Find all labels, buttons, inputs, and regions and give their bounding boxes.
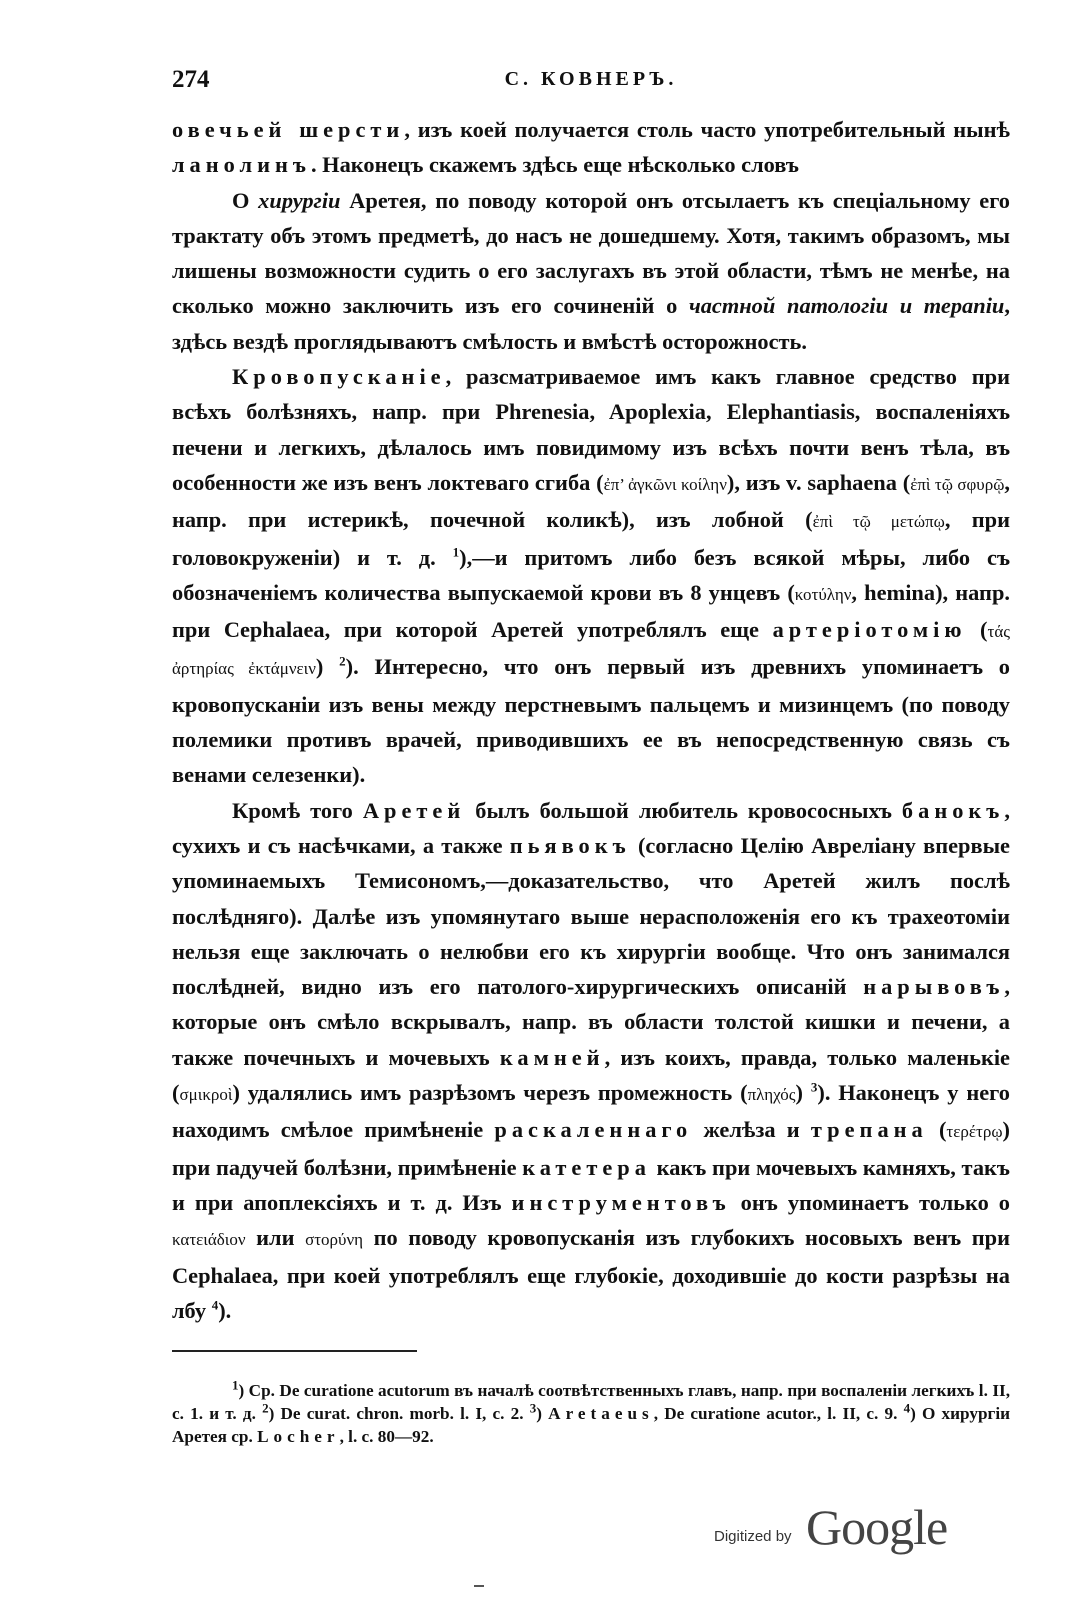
google-logo: Google — [806, 1499, 948, 1555]
spaced-emphasis: артеріотомію — [772, 617, 967, 643]
footnotes — [172, 1377, 1010, 1448]
footnote-ref: 4 — [211, 1297, 219, 1313]
text-run: ( — [927, 1117, 947, 1143]
greek-term: κοτύλην — [794, 584, 852, 604]
greek-term: τάς ἀρτηρίας ἐκτάμνειν — [172, 622, 1010, 679]
footnote-rule — [172, 1350, 417, 1352]
greek-term: ἐπ’ ἀγκῶνι κοίλην — [603, 474, 727, 494]
paragraph-1 — [172, 112, 1010, 183]
spaced-emphasis: банокъ — [901, 797, 1005, 823]
text-run: (согласно Целію Авреліану впервые упоминаемыхъ Темисономъ,—доказательство, что Аретей жилъ послѣ послѣдняго). Далѣе изъ упомянутаго выше нерасположенія его къ трахеотоміи нельзя еще заключать о нелюбви его къ хирургіи вообще. Что онъ занимался послѣдней, видно изъ его патолого-хирургическихъ описаній — [172, 832, 1010, 1000]
greek-term: σμικροὶ — [179, 1085, 233, 1105]
text-run: ). Интересно, что онъ первый изъ древнихъ упоминаетъ о кровопусканіи изъ вены между перстневымъ пальцемъ и мизинцемъ (по поводу полемики противъ врачей, приводившихъ ее въ непосредственную связь съ венами селезенки). — [172, 654, 1010, 788]
text-run: ) Ср. De curatione acutorum въ началѣ соотвѣтственныхъ главъ, напр. при воспаленіи легкихъ l. II, c. 1. и т. д. — [172, 1381, 1010, 1423]
footnote-ref: 2 — [262, 1400, 269, 1416]
spaced-emphasis: Aretaeus — [548, 1403, 654, 1423]
greek-term: στορύνη — [305, 1230, 364, 1250]
paragraph-4 — [172, 793, 1010, 1328]
text-run: . Наконецъ скажемъ здѣсь еще нѣсколько словъ — [310, 152, 799, 178]
text-run: , сухихъ и съ насѣчками, а также — [172, 797, 1010, 858]
greek-term: κατειάδιον — [172, 1230, 246, 1250]
spaced-emphasis: Аретей — [362, 797, 466, 823]
footnote-ref: 3 — [810, 1079, 818, 1095]
text-run: , разсматриваемое имъ какъ главное средство при всѣхъ болѣзняхъ, напр. при Phrenesia, Apoplexia, Elephantiasis, воспаленіяхъ печени и легкихъ, дѣлалось имъ повидимому изъ всѣхъ почти венъ тѣла, въ особенности же изъ венъ локтеваго сгиба ( — [172, 364, 1010, 495]
text-run: , здѣсь вездѣ проглядываютъ смѣлость и вмѣстѣ осторожность. — [172, 293, 1010, 354]
spaced-emphasis: инструментовъ — [511, 1189, 731, 1215]
running-head: С. КОВНЕРЪ. — [504, 68, 678, 90]
spaced-emphasis: ланолинъ — [172, 152, 311, 178]
text-run: , при головокруженіи) и т. д. — [172, 507, 1010, 570]
footnote-ref: 3 — [529, 1400, 537, 1416]
text-run: , изъ коей получается столь часто употребительный нынѣ — [404, 117, 1010, 142]
text-run: ) О хирургіи Аретея ср. — [172, 1403, 1010, 1446]
spaced-emphasis: пьявокъ — [509, 832, 631, 858]
text-run: ), изъ v. saphaena ( — [726, 469, 911, 495]
text-run: ) при падучей болѣзни, примѣненіе — [172, 1117, 1010, 1180]
paragraph-3 — [172, 359, 1010, 793]
text-run: онъ упоминаетъ только о — [730, 1189, 1010, 1215]
text-run: Кромѣ того — [232, 797, 363, 823]
text-run: ) — [536, 1403, 549, 1423]
paragraph-2 — [172, 183, 1010, 359]
text-run: ),—и притомъ либо безъ всякой мѣры, либо съ обозначеніемъ количества выпускаемой крови въ 8 унцевъ ( — [172, 544, 1011, 605]
text-run: ). Наконецъ у него находимъ смѣлое примѣненіе — [172, 1080, 1010, 1143]
spaced-emphasis: раскаленнаго — [494, 1117, 693, 1143]
text-run: ) De curat. chron. morb. l. I, c. 2. — [268, 1403, 530, 1423]
italic-term: хирургіи — [258, 187, 341, 213]
text-run: О — [232, 187, 259, 213]
scan-mark — [474, 1585, 484, 1587]
watermark-prefix: Digitized by — [714, 1528, 792, 1545]
text-run: по поводу кровопусканія изъ глубокихъ носовыхъ венъ при Cephalaea, при коей употреблялъ еще глубокіе, доходившіе до кости разрѣзы на лбу — [172, 1225, 1010, 1323]
greek-term: πληχός — [747, 1085, 796, 1105]
spaced-emphasis: катетера — [522, 1154, 651, 1180]
text-run: ) — [795, 1080, 811, 1106]
text-run: ) — [315, 654, 340, 680]
greek-term: ἐπὶ τῷ σφυρῷ — [910, 474, 1005, 494]
spaced-emphasis: Кровопусканіе — [232, 364, 446, 390]
text-run: ). — [218, 1297, 232, 1323]
footnote-ref: 1 — [452, 544, 460, 560]
page-number: 274 — [172, 66, 210, 93]
text-run: , l. c. 80—92. — [339, 1426, 434, 1446]
footnote-ref: 2 — [339, 653, 346, 669]
spaced-emphasis: трепана — [810, 1117, 928, 1143]
footnote-ref: 1 — [232, 1377, 239, 1393]
text-run: желѣза и — [692, 1117, 811, 1143]
spaced-emphasis: нарывовъ — [863, 974, 1005, 1000]
text-run: , напр. при истерикѣ, почечной коликѣ), изъ лобной ( — [172, 469, 1011, 533]
text-run: Аретея, по поводу которой онъ отсылаетъ къ спеціальному его трактату объ этомъ предметѣ, до насъ не дошедшему. Хотя, такимъ образомъ, мы лишены возможности судить о его заслугахъ въ этой области, тѣмъ не менѣе, на сколько можно заключить изъ его сочиненій о — [172, 187, 1011, 319]
footnote-ref: 4 — [903, 1400, 911, 1416]
spaced-emphasis: овечьей шерсти — [172, 117, 405, 142]
text-run: ( — [966, 617, 988, 643]
main-text — [172, 112, 1010, 1328]
text-run: или — [245, 1225, 306, 1251]
spaced-emphasis: камней — [499, 1044, 605, 1070]
text-run: былъ большой любитель кровососныхъ — [465, 797, 902, 823]
page-header — [172, 66, 1010, 106]
text-run: , изъ коихъ, правда, только маленькіе ( — [172, 1044, 1011, 1106]
greek-term: τερέτρῳ — [946, 1122, 1003, 1142]
spaced-emphasis: Locher — [257, 1426, 340, 1446]
greek-term: ἐπὶ τῷ μετώπῳ — [812, 512, 945, 532]
italic-term: частной патологіи и терапіи — [688, 293, 1005, 319]
text-run: , которые онъ смѣло вскрывалъ, напр. въ области толстой кишки и печени, а также почечныхъ и мочевыхъ — [172, 974, 1010, 1070]
text-run: , De curatione acutor., l. II, c. 9. — [653, 1403, 904, 1423]
text-run: какъ при мочевыхъ камняхъ, такъ и при апоплексіяхъ и т. д. Изъ — [172, 1154, 1010, 1215]
text-run: ) удалялись имъ разрѣзомъ черезъ промежность ( — [232, 1080, 748, 1106]
text-run: , hemina), напр. при Cephalaea, при которой Аретей употреблялъ еще — [172, 579, 1011, 643]
